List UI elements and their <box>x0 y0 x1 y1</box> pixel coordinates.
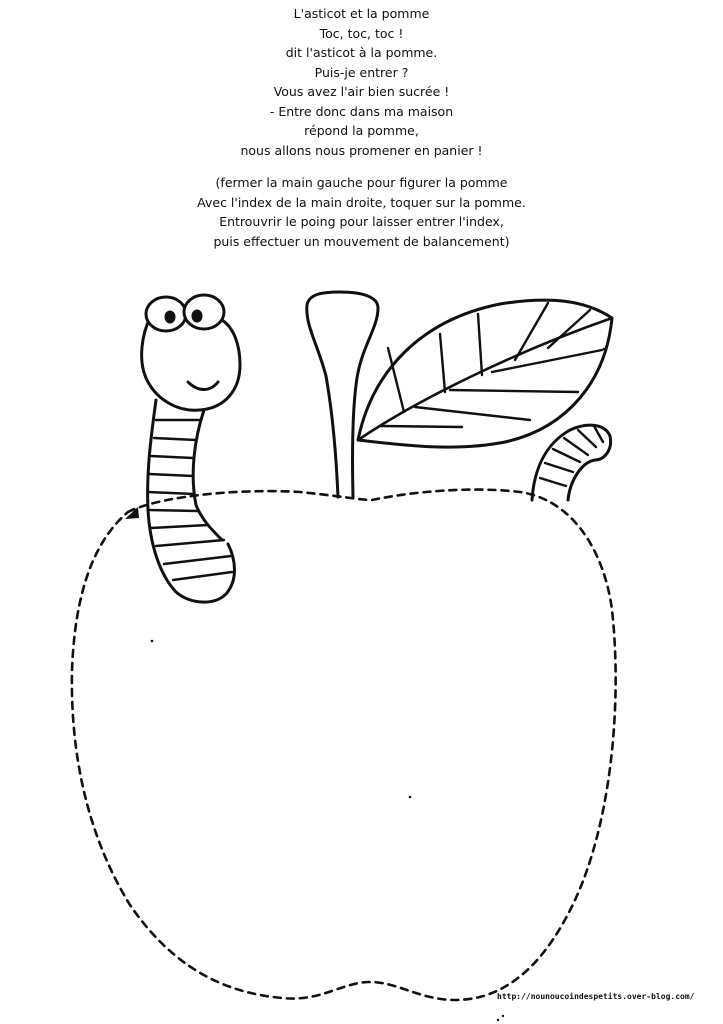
worm-tail-ring <box>540 478 566 486</box>
apple-dashed-outline <box>72 490 616 1000</box>
poem-line: Toc, toc, toc ! <box>319 25 404 41</box>
poem-title: L'asticot et la pomme <box>293 6 430 21</box>
dot <box>151 640 154 643</box>
poem-line: répond la pomme, <box>304 123 419 138</box>
worm-smile <box>188 382 218 390</box>
worm-body-ring <box>151 525 208 528</box>
leaf-vein <box>388 348 404 412</box>
worm-tail-ring <box>564 438 588 455</box>
worm-tail-ring <box>578 430 596 447</box>
leaf-vein <box>380 426 462 427</box>
leaf-vein <box>440 334 445 392</box>
worm-body-ring <box>151 456 193 458</box>
poem-line: dit l'asticot à la pomme. <box>285 45 438 60</box>
worm-tail-ring <box>545 463 573 472</box>
worm-pupil-left <box>165 311 176 324</box>
worm-tail-ring <box>553 449 580 462</box>
worm-head <box>142 318 240 410</box>
instruction-line: puis effectuer un mouvement de balancement) <box>213 233 510 249</box>
poem-line: Vous avez l'air bien sucrée ! <box>273 84 450 99</box>
leaf-vein <box>450 390 578 392</box>
leaf <box>358 300 612 447</box>
worm-body-ring <box>148 492 194 494</box>
leaf-vein <box>478 314 482 375</box>
dot <box>502 1015 504 1017</box>
poem-line: - Entre donc dans ma maison <box>269 103 454 119</box>
instruction-line: Entrouvrir le poing pour laisser entrer l'index, <box>219 214 504 229</box>
worm-body-ring <box>156 540 224 546</box>
poem-line: nous allons nous promener en panier ! <box>240 142 483 158</box>
worm-body-ring <box>149 510 198 511</box>
instruction-line: (fermer la main gauche pour figurer la pomme <box>215 175 508 190</box>
worm-body-ring <box>164 556 231 564</box>
worm-body-ring <box>154 438 196 440</box>
worm-body-left <box>148 400 235 602</box>
worm-body-right <box>193 410 222 540</box>
dot <box>497 1019 499 1021</box>
poem-line: Puis-je entrer ? <box>314 64 409 80</box>
worm-eye-right <box>184 295 224 329</box>
apple-stem <box>307 292 378 497</box>
leaf-vein <box>415 407 530 420</box>
worm-pupil-right <box>192 310 203 323</box>
footer-url: http://nounoucoindespetits.over-blog.com/ <box>497 992 695 1001</box>
dot <box>603 348 606 351</box>
worm-body-ring <box>173 572 232 580</box>
leaf-vein <box>515 303 548 360</box>
worm <box>142 295 240 602</box>
instruction-line: Avec l'index de la main droite, toquer sur la pomme. <box>197 194 526 210</box>
leaf-vein <box>492 350 602 372</box>
worm-body-ring <box>149 474 193 476</box>
worm-tail <box>532 425 611 500</box>
dot <box>409 796 412 799</box>
